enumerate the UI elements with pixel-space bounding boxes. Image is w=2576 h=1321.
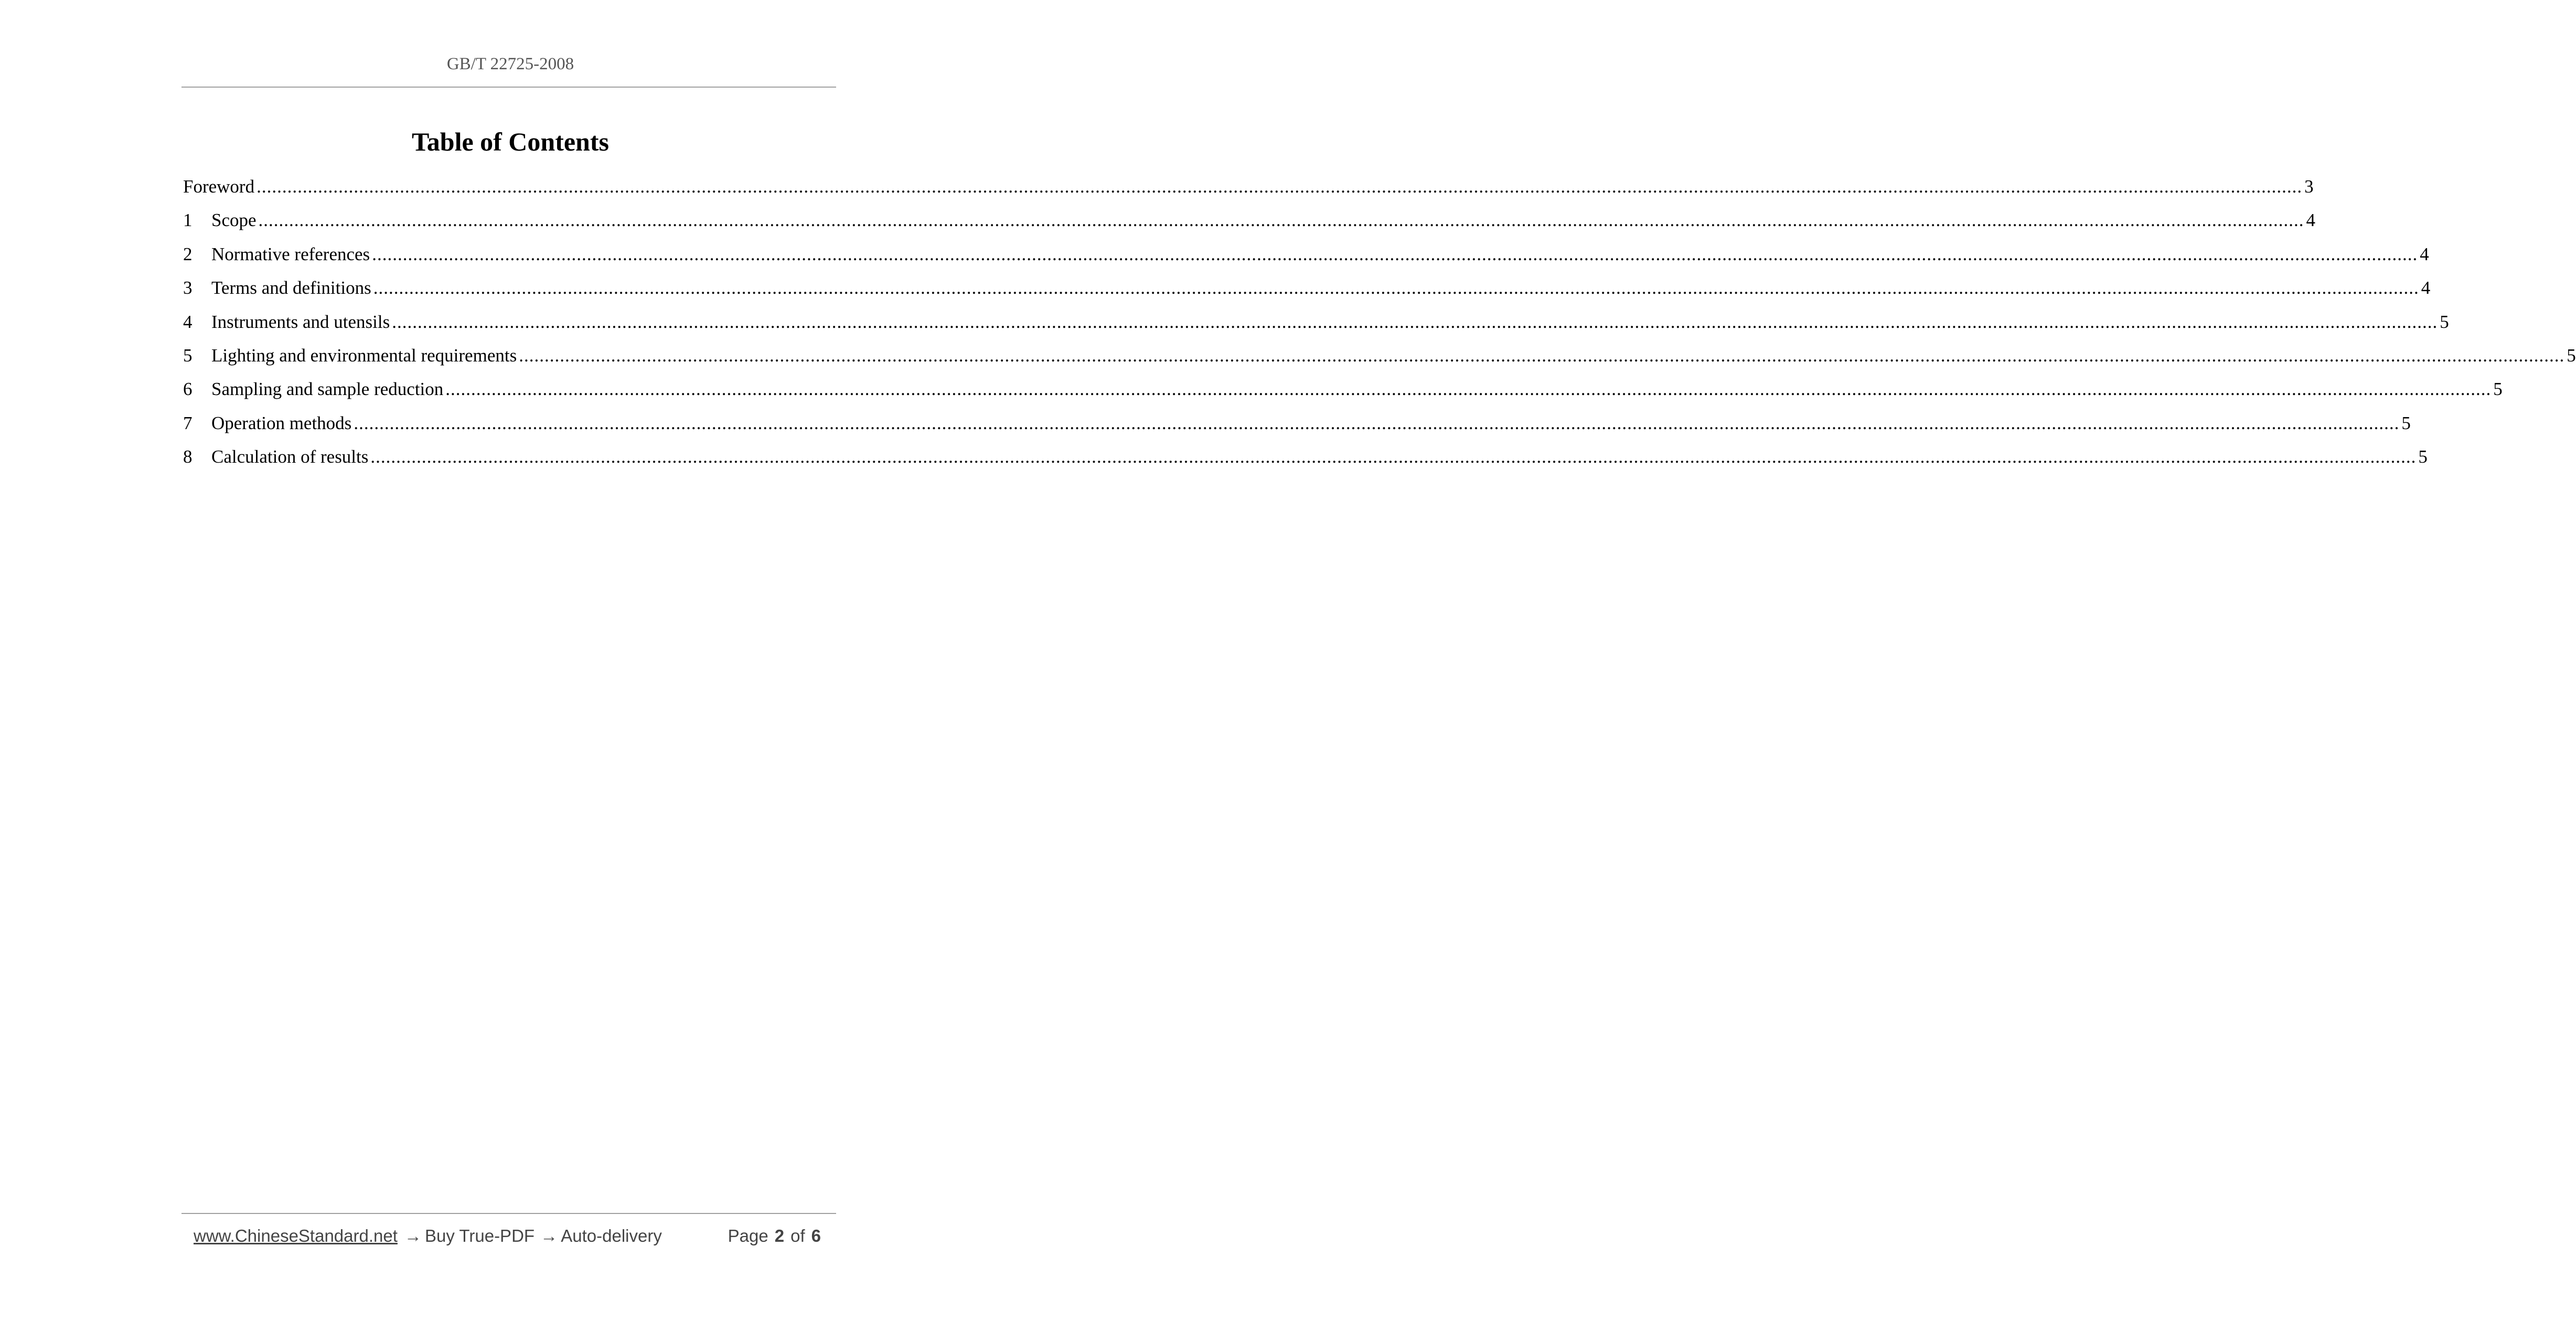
toc-entry-number: 4 (183, 311, 193, 332)
toc-list (183, 174, 2576, 478)
total-pages-number: 6 (811, 1226, 821, 1245)
toc-entry-instruments-and-utensils[interactable] (183, 309, 2449, 343)
right-arrow-icon: → (404, 1226, 422, 1245)
toc-dot-leader: ................................................................................................................................................................................................................................................................................................................................................................................................................ (392, 311, 2438, 332)
toc-dot-leader: ................................................................................................................................................................................................................................................................................................................................................................................................................ (445, 379, 2492, 400)
of-word: of (790, 1226, 805, 1245)
toc-entry-label: Foreword (183, 176, 255, 197)
toc-entry-normative-references[interactable] (183, 241, 2429, 275)
toc-entry-number: 1 (183, 210, 193, 231)
toc-entry-number: 6 (183, 379, 193, 400)
toc-entry-sampling[interactable] (183, 376, 2503, 410)
toc-entry-page: 4 (2306, 210, 2316, 231)
toc-dot-leader: ................................................................................................................................................................................................................................................................................................................................................................................................................ (354, 412, 2400, 433)
right-arrow-icon: → (540, 1226, 558, 1245)
toc-entry-scope[interactable] (183, 207, 2316, 241)
toc-entry-page: 4 (2421, 278, 2431, 299)
toc-entry-label: Lighting and environmental requirements (211, 345, 517, 366)
toc-entry-label: Calculation of results (211, 446, 369, 467)
toc-dot-leader: ................................................................................................................................................................................................................................................................................................................................................................................................................ (519, 345, 2565, 366)
toc-title: Table of Contents (412, 127, 609, 156)
toc-entry-terms-and-definitions[interactable] (183, 275, 2431, 308)
website-link[interactable]: www.ChineseStandard.net (194, 1226, 398, 1245)
toc-entry-page: 5 (2567, 345, 2576, 366)
header-divider (181, 87, 836, 88)
toc-entry-page: 3 (2304, 176, 2314, 197)
toc-entry-page: 5 (2493, 379, 2503, 400)
toc-entry-label: Normative references (211, 243, 370, 264)
toc-entry-label: Terms and definitions (211, 278, 371, 299)
footer-purchase-text (403, 1224, 662, 1248)
toc-entry-page: 4 (2420, 243, 2429, 264)
toc-dot-leader: ................................................................................................................................................................................................................................................................................................................................................................................................................ (370, 446, 2417, 467)
toc-entry-foreword[interactable] (183, 174, 2314, 207)
page-word: Page (728, 1226, 768, 1245)
page-footer (194, 1224, 824, 1248)
toc-entry-page: 5 (2401, 412, 2411, 433)
buy-true-pdf-text: Buy True-PDF (425, 1226, 535, 1245)
toc-entry-operation-methods[interactable] (183, 410, 2411, 444)
footer-divider (181, 1213, 836, 1214)
toc-dot-leader: ................................................................................................................................................................................................................................................................................................................................................................................................................ (373, 278, 2419, 299)
toc-dot-leader: ................................................................................................................................................................................................................................................................................................................................................................................................................ (258, 210, 2304, 231)
toc-dot-leader: ................................................................................................................................................................................................................................................................................................................................................................................................................ (372, 243, 2418, 264)
toc-entry-calculation-of-results[interactable] (183, 444, 2428, 477)
toc-entry-number: 5 (183, 345, 193, 366)
toc-entry-label: Instruments and utensils (211, 311, 390, 332)
toc-entry-page: 5 (2440, 311, 2449, 332)
toc-entry-label: Sampling and sample reduction (211, 379, 444, 400)
current-page-number: 2 (774, 1226, 785, 1245)
toc-entry-label: Scope (211, 210, 256, 231)
toc-entry-lighting-requirements[interactable] (183, 343, 2576, 376)
toc-entry-number: 7 (183, 412, 193, 433)
auto-delivery-text: Auto-delivery (561, 1226, 662, 1245)
toc-entry-number: 8 (183, 446, 193, 467)
document-id-header: GB/T 22725-2008 (446, 55, 574, 73)
toc-entry-label: Operation methods (211, 412, 352, 433)
toc-entry-number: 3 (183, 278, 193, 299)
toc-entry-page: 5 (2418, 446, 2428, 467)
toc-entry-number: 2 (183, 243, 193, 264)
page-indicator (728, 1224, 821, 1248)
toc-dot-leader: ................................................................................................................................................................................................................................................................................................................................................................................................................ (256, 176, 2303, 197)
